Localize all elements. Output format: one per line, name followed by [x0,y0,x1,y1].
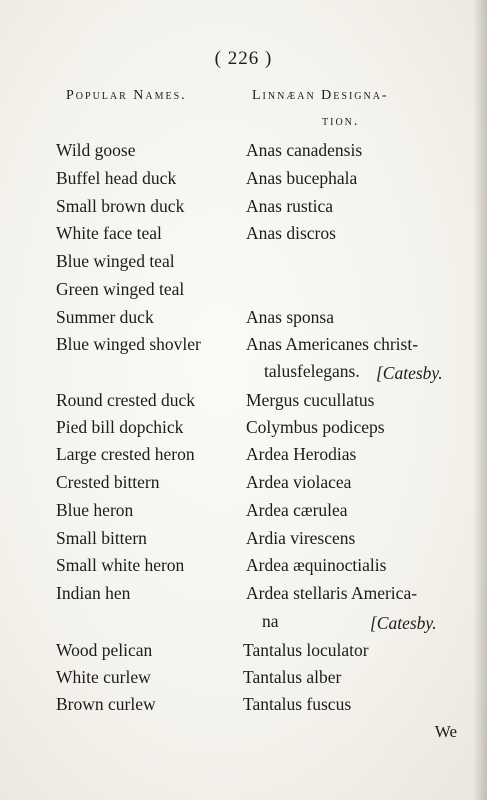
linnaean-name: Tantalus loculator [243,640,369,660]
popular-name: White face teal [56,223,162,243]
popular-name: Green winged teal [56,279,185,299]
popular-name: Brown curlew [56,694,156,714]
popular-name: Blue heron [56,500,134,520]
source-citation: [Catesby. [370,613,437,633]
linnaean-name: Anas rustica [246,196,333,216]
popular-name: Crested bittern [56,472,160,492]
popular-name: Large crested heron [56,444,195,464]
linnaean-designation-header-cont: tion. [322,114,360,129]
linnaean-name: Tantalus fuscus [243,694,352,714]
popular-name: Round crested duck [56,390,195,410]
linnaean-name: Colymbus podiceps [246,417,385,437]
linnaean-name: Ardea æquinoctialis [246,555,387,575]
page-edge-shadow [473,0,487,800]
catchword: We [434,722,457,741]
popular-name: Indian hen [56,583,131,603]
popular-name: Blue winged shovler [56,334,201,354]
linnaean-name-line1: Anas Americanes christ- [246,334,419,354]
page-number: ( 226 ) [214,48,273,69]
popular-name: Small white heron [56,555,185,575]
linnaean-name-line1: Ardea stellaris America- [246,583,418,603]
linnaean-name-line2: talusfelegans. [264,361,360,381]
linnaean-designation-header: Linnæan Designa- [252,88,389,103]
popular-name: Blue winged teal [56,251,175,271]
popular-name: Small bittern [56,528,147,548]
linnaean-name: Anas canadensis [246,140,363,160]
linnaean-name: Anas discros [246,223,336,243]
popular-name: Pied bill dopchick [56,417,184,437]
popular-name: Wood pelican [56,640,153,660]
linnaean-name-line2: na [262,611,279,631]
linnaean-name: Tantalus alber [243,667,342,687]
popular-name: Small brown duck [56,196,185,216]
source-citation: [Catesby. [376,363,443,383]
linnaean-name: Anas bucephala [246,168,358,188]
linnaean-name: Ardea violacea [246,472,352,492]
linnaean-name: Ardia virescens [246,528,356,548]
popular-name: Summer duck [56,307,154,327]
popular-name: Wild goose [56,140,136,160]
popular-names-header: Popular Names. [66,88,187,103]
linnaean-name: Anas sponsa [246,307,334,327]
popular-name: Buffel head duck [56,168,177,188]
linnaean-name: Mergus cucullatus [246,390,375,410]
popular-name: White curlew [56,667,151,687]
linnaean-name: Ardea cærulea [246,500,348,520]
linnaean-name: Ardea Herodias [246,444,357,464]
